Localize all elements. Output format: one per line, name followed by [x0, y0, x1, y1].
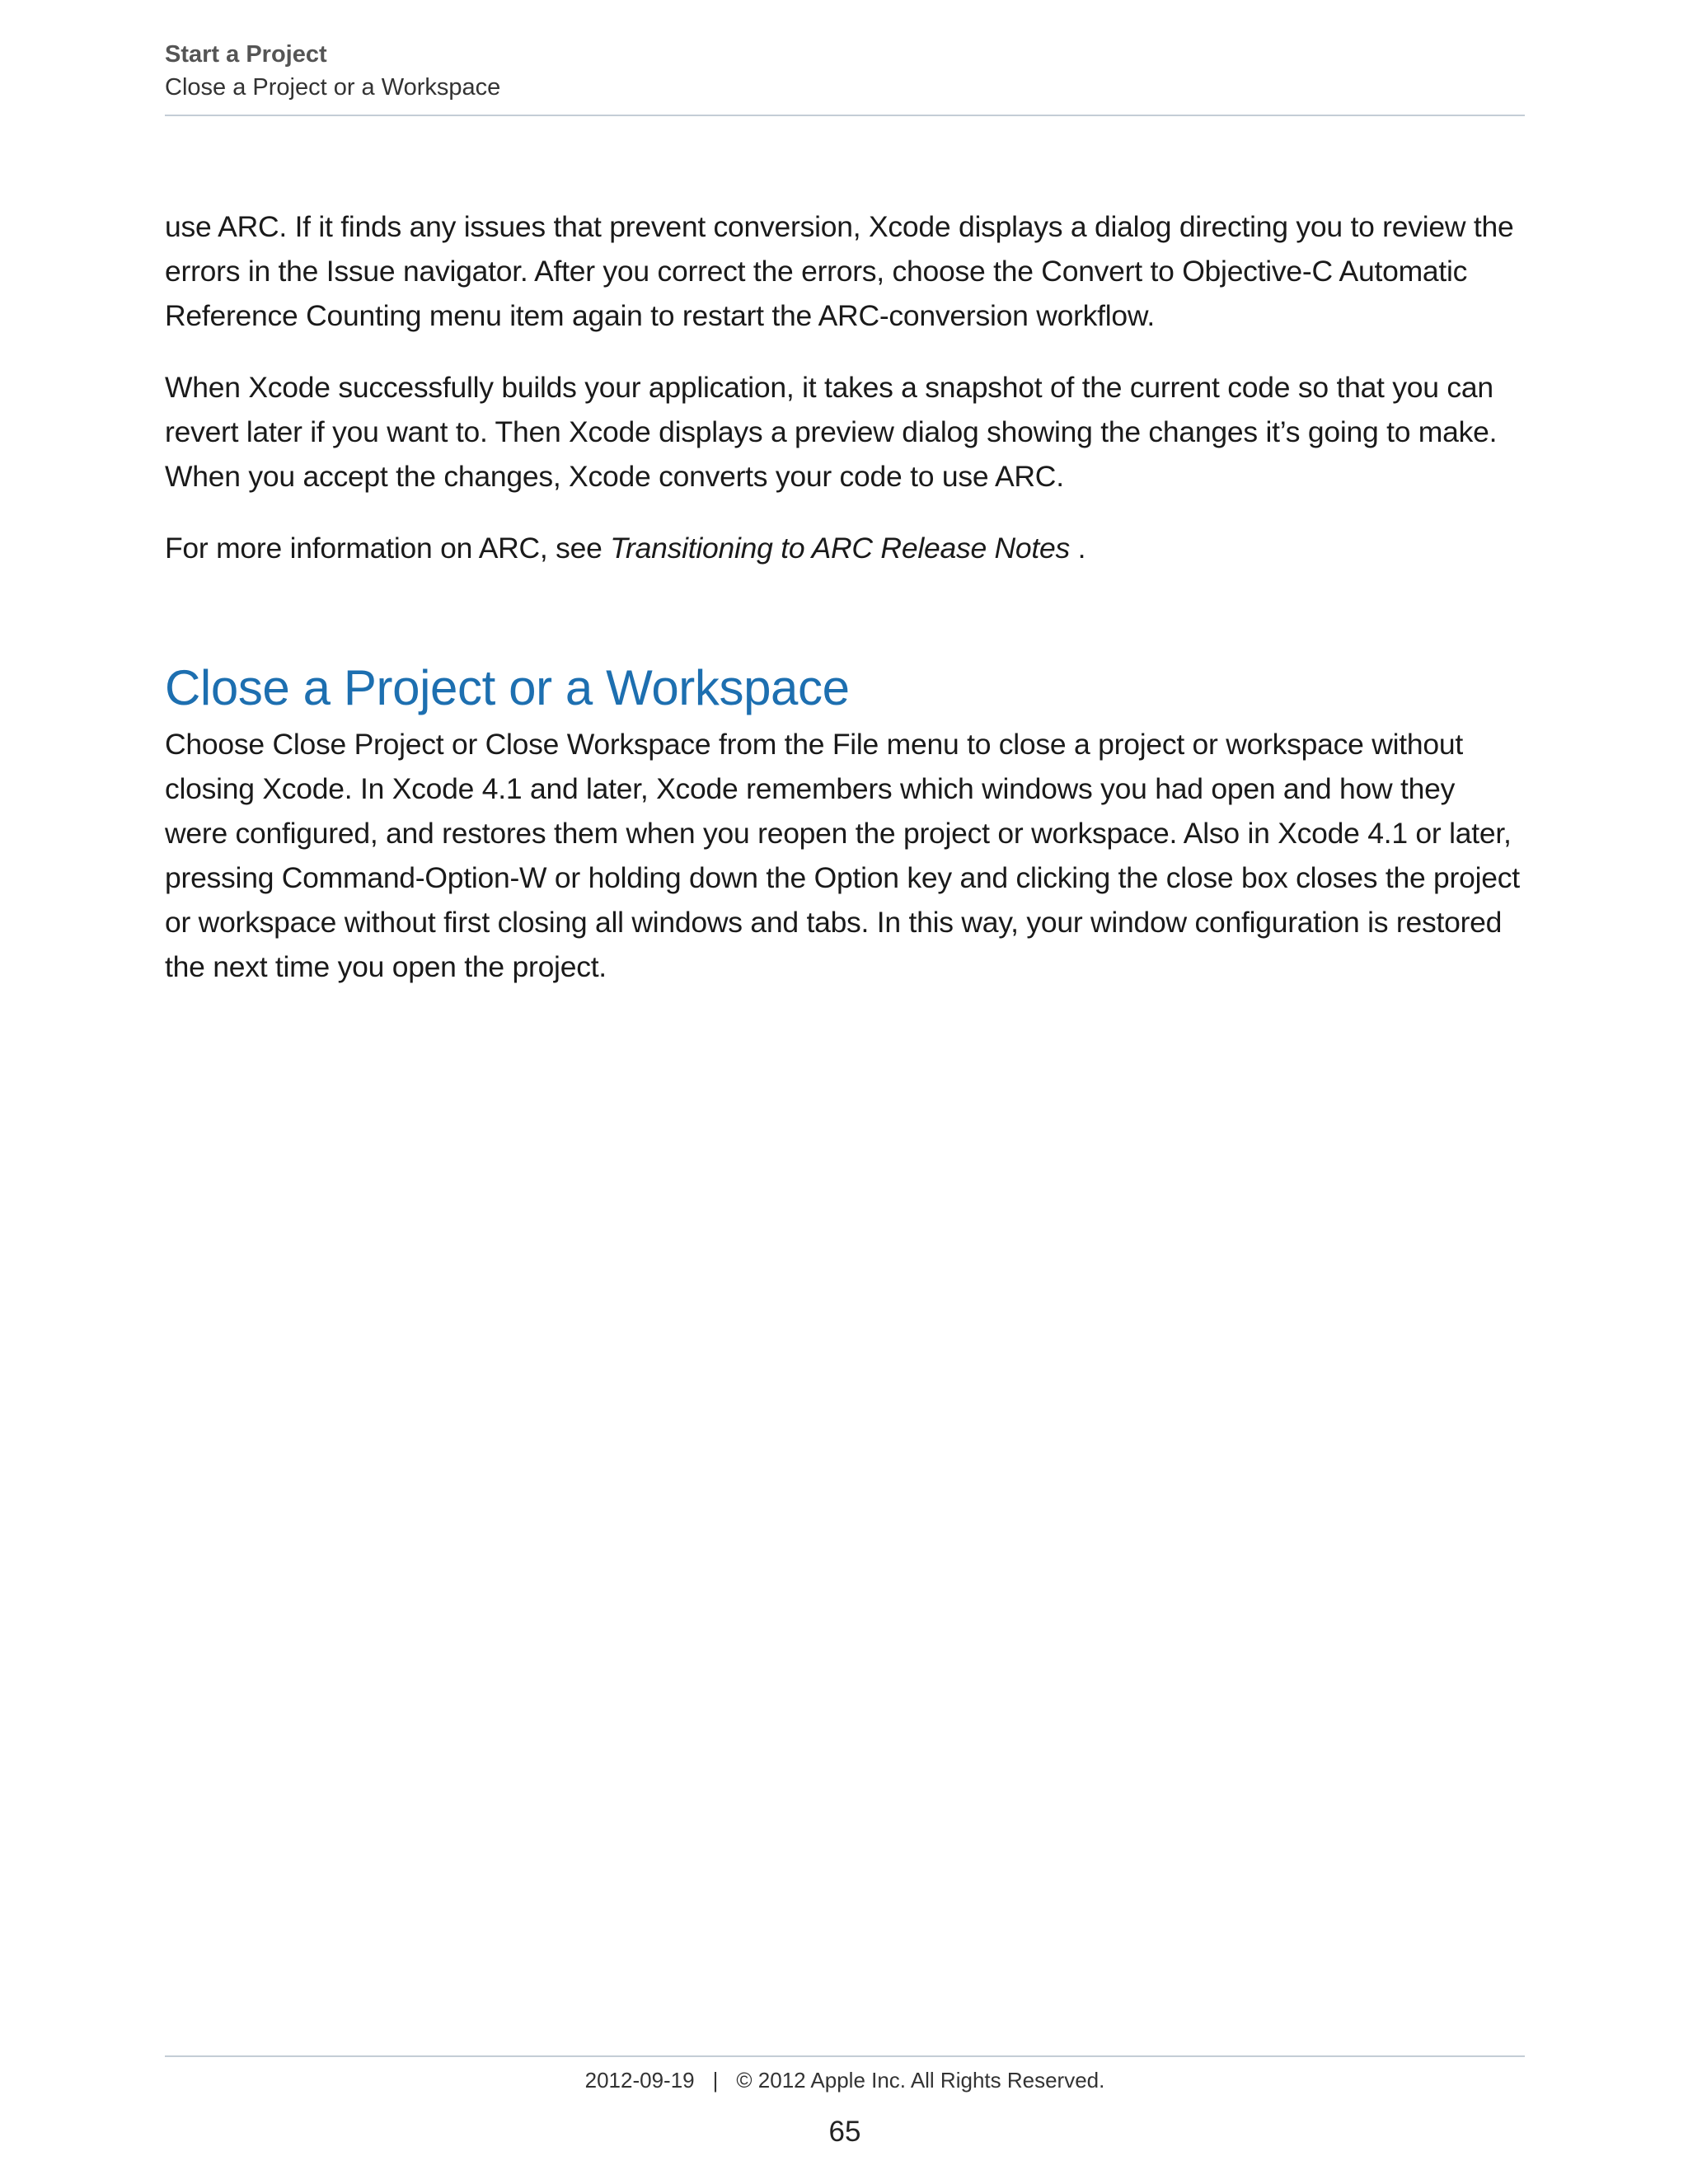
paragraph-arc-issues: use ARC. If it finds any issues that prevent conversion, Xcode displays a dialog directing you to review the errors in the Issue navigator. After you correct the errors, choose the Convert to Objective-C Automatic Reference Counting menu item again to restart the ARC-conversion workflow.	[165, 210, 1514, 332]
page-footer	[165, 2064, 1525, 2153]
header-divider	[165, 115, 1525, 116]
footer-date: 2012-09-19	[584, 2068, 695, 2093]
page-number: 65	[828, 2116, 861, 2148]
section-heading: Close a Project or a Workspace	[165, 660, 850, 715]
footer-copyright: © 2012 Apple Inc. All Rights Reserved.	[736, 2068, 1105, 2093]
more-info-suffix: .	[1070, 532, 1086, 565]
footer-separator: |	[712, 2068, 719, 2093]
more-info-prefix: For more information on ARC, see	[165, 532, 611, 565]
body-content	[165, 204, 1525, 1016]
arc-release-notes-link[interactable]: Transitioning to ARC Release Notes	[610, 532, 1071, 565]
paragraph-close-project: Choose Close Project or Close Workspace from the File menu to close a project or workspace without closing Xcode. In Xcode 4.1 and later, Xcode remembers which windows you had open and how they were configured, and restores them when you reopen the project or workspace. Also in Xcode 4.1 or later, pressing Command-Option-W or holding down the Option key and clicking the close box closes the project or workspace without first closing all windows and tabs. In this way, your window configuration is restored the next time you open the project.	[165, 728, 1520, 983]
running-header-chapter: Start a Project	[165, 41, 327, 68]
footer-info	[165, 2064, 1525, 2097]
paragraph-arc-snapshot: When Xcode successfully builds your application, it takes a snapshot of the current code so that you can revert later if you want to. Then Xcode displays a preview dialog showing the changes it’s going to make. When you accept the changes, Xcode converts your code to use ARC.	[165, 371, 1498, 493]
running-header-section: Close a Project or a Workspace	[165, 74, 501, 101]
paragraph-arc-more-info	[165, 526, 1525, 570]
running-header	[165, 38, 1525, 104]
footer-divider	[165, 2055, 1525, 2057]
